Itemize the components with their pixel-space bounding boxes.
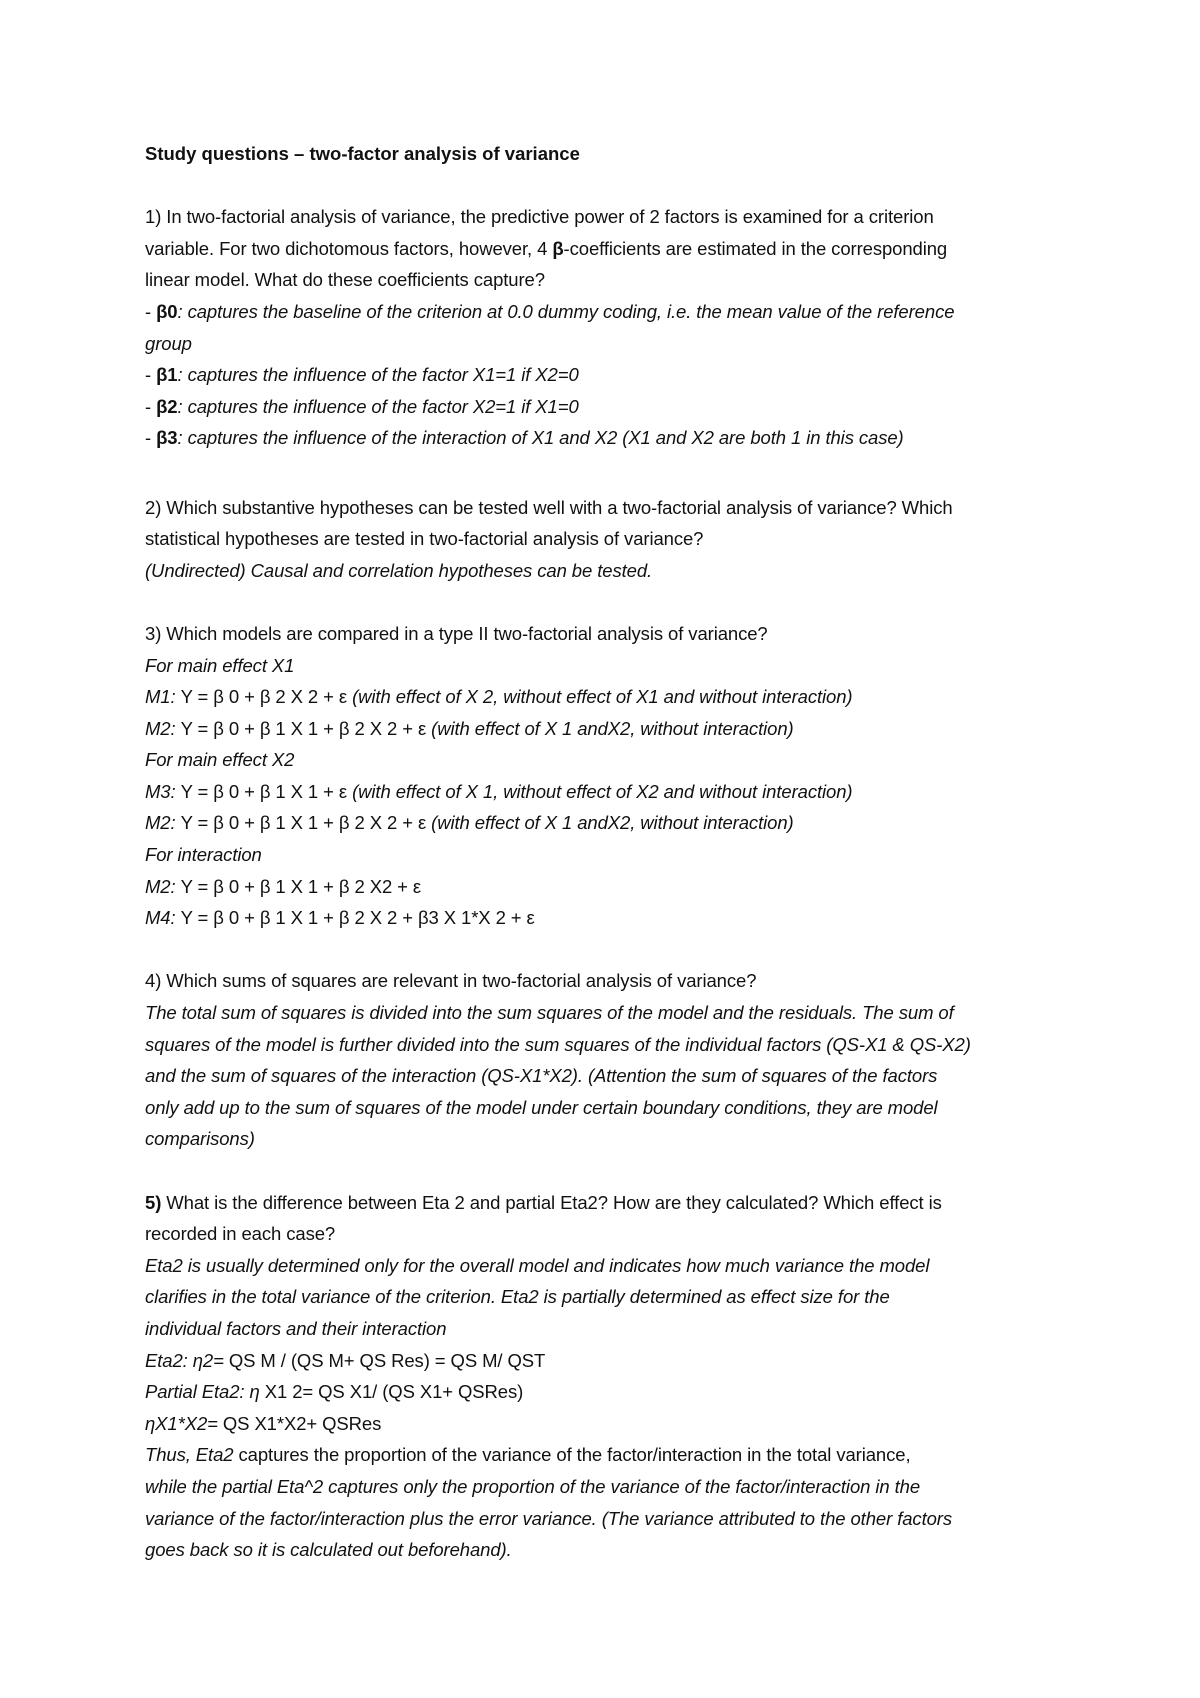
model-label: For main effect X2 [145, 749, 295, 771]
q1-answer-line [145, 391, 1075, 423]
model-label: For main effect X1 [145, 654, 295, 676]
formula-text: QS M / (QS M+ QS Res) = QS M/ QST [228, 1349, 546, 1371]
q1-question-line-2 [145, 233, 1075, 265]
q1-text: variable. For two dichotomous factors, however, 4 [145, 237, 553, 259]
model-label: M3: [145, 780, 181, 802]
q5-conclusion-line: while the partial Eta^2 captures only the proportion of the variance of the factor/interaction in the [145, 1475, 921, 1497]
q3-question-line-1 [145, 618, 1075, 650]
q5-answer-line: individual factors and their interaction [145, 1317, 447, 1339]
q5-conclusion-line: goes back so it is calculated out beforehand). [145, 1539, 512, 1561]
q1-question-line-1 [145, 201, 1075, 233]
beta-label: β0 [156, 300, 178, 322]
model-formula: Y = β 0 + β 1 X 1 + β 2 X 2 + ε [180, 812, 432, 834]
bullet-dash: - [145, 364, 157, 386]
q3-model-line [145, 650, 1075, 682]
model-formula: Y = β 0 + β 1 X 1 + β 2 X 2 + β3 X 1*X 2 + ε [180, 907, 535, 929]
q4-number: 4) [145, 970, 162, 992]
formula-label: ηX1*X2= [145, 1412, 223, 1434]
q3-model-line [145, 713, 1075, 745]
q5-number: 5) [145, 1191, 162, 1213]
q3-model-line [145, 839, 1075, 871]
spacer [145, 586, 1075, 618]
bullet-dash: - [145, 427, 157, 449]
q3-model-line [145, 744, 1075, 776]
beta-label: β3 [156, 427, 178, 449]
q3-model-line [145, 902, 1075, 934]
model-label: M2: [145, 812, 181, 834]
model-note: (with effect of X 1, without effect of X2 and without interaction) [352, 780, 853, 802]
model-label: M2: [145, 875, 181, 897]
model-note: (with effect of X 1 andX2, without interaction) [431, 812, 794, 834]
conclusion-text: captures the proportion of the variance of the factor/interaction in the total variance, [238, 1444, 911, 1466]
q5-answer-line: Eta2 is usually determined only for the overall model and indicates how much variance the model [145, 1254, 930, 1276]
spacer [145, 454, 1075, 486]
q4-answer-line: squares of the model is further divided into the sum squares of the individual factors (QS-X1 & QS-X2) [145, 1033, 971, 1055]
model-label: M4: [145, 907, 181, 929]
model-note: (with effect of X 2, without effect of X1 and without interaction) [352, 686, 853, 708]
spacer [145, 170, 1075, 202]
q5-formula-eta2 [145, 1345, 1075, 1377]
q1-answer-line [145, 359, 1075, 391]
q2-question-line-1 [145, 492, 1075, 524]
q4-answer-line: only add up to the sum of squares of the model under certain boundary conditions, they are model [145, 1096, 938, 1118]
q4-answer-line: The total sum of squares is divided into the sum squares of the model and the residuals. The sum of [145, 1002, 954, 1024]
q1-question-line-3: linear model. What do these coefficients capture? [145, 269, 545, 291]
q1-answer-line [145, 422, 1075, 454]
q3-model-line [145, 807, 1075, 839]
q1-number: 1) [145, 206, 162, 228]
spacer [145, 934, 1075, 966]
q1-text: -coefficients are estimated in the corresponding [563, 237, 948, 259]
q5-question-line-1 [145, 1187, 1075, 1219]
q4-answer-line: and the sum of squares of the interaction (QS-X1*X2). (Attention the sum of squares of the factors [145, 1065, 938, 1087]
answer-text: : captures the influence of the factor X2=1 if X1=0 [177, 395, 579, 417]
formula-text: QS X1*X2+ QSRes [222, 1412, 382, 1434]
model-note: (with effect of X 1 andX2, without interaction) [431, 717, 794, 739]
q4-text: Which sums of squares are relevant in two-factorial analysis of variance? [161, 970, 757, 992]
answer-text: : captures the baseline of the criterion at 0.0 dummy coding, i.e. the mean value of the reference [177, 300, 955, 322]
model-formula: Y = β 0 + β 1 X 1 + ε [180, 780, 353, 802]
q5-text: What is the difference between Eta 2 and partial Eta2? How are they calculated? Which effect is [161, 1191, 942, 1213]
q2-text: Which substantive hypotheses can be tested well with a two-factorial analysis of variance? Which [161, 496, 953, 518]
model-label: For interaction [145, 844, 262, 866]
q3-text: Which models are compared in a type II two-factorial analysis of variance? [161, 622, 768, 644]
model-label: M2: [145, 717, 181, 739]
q5-conclusion-line [145, 1439, 1075, 1471]
model-label: M1: [145, 686, 181, 708]
formula-label: Partial Eta2: η [145, 1381, 265, 1403]
spacer [145, 1155, 1075, 1187]
formula-label: Eta2: η2= [145, 1349, 229, 1371]
q3-number: 3) [145, 622, 162, 644]
q5-question-line-2: recorded in each case? [145, 1223, 336, 1245]
model-formula: Y = β 0 + β 1 X 1 + β 2 X2 + ε [180, 875, 422, 897]
q5-conclusion-line: variance of the factor/interaction plus the error variance. (The variance attributed to the other factors [145, 1507, 953, 1529]
formula-text: X1 2= QS X1/ (QS X1+ QSRes) [264, 1381, 524, 1403]
answer-text: : captures the influence of the factor X1=1 if X2=0 [177, 364, 579, 386]
document-title: Study questions – two-factor analysis of variance [145, 143, 580, 164]
conclusion-text: Thus, Eta2 [145, 1444, 239, 1466]
q5-formula-interaction [145, 1408, 1075, 1440]
q1-text: In two-factorial analysis of variance, the predictive power of 2 factors is examined for a criterion [161, 206, 934, 228]
beta-label: β2 [156, 395, 178, 417]
q1-answer-line: group [145, 332, 192, 354]
q5-answer-line: clarifies in the total variance of the criterion. Eta2 is partially determined as effect size for the [145, 1286, 890, 1308]
q3-model-line [145, 776, 1075, 808]
model-formula: Y = β 0 + β 2 X 2 + ε [180, 686, 353, 708]
q3-model-line [145, 681, 1075, 713]
q2-answer-line: (Undirected) Causal and correlation hypotheses can be tested. [145, 559, 653, 581]
beta-symbol: β [552, 237, 564, 259]
q2-number: 2) [145, 496, 162, 518]
document-page [145, 138, 1075, 1566]
bullet-dash: - [145, 300, 157, 322]
q4-answer-line: comparisons) [145, 1128, 255, 1150]
beta-label: β1 [156, 364, 178, 386]
q4-question-line-1 [145, 965, 1075, 997]
q1-answer-line [145, 296, 1075, 328]
model-formula: Y = β 0 + β 1 X 1 + β 2 X 2 + ε [180, 717, 432, 739]
bullet-dash: - [145, 395, 157, 417]
q5-formula-partial-eta2 [145, 1376, 1075, 1408]
q3-model-line [145, 871, 1075, 903]
answer-text: : captures the influence of the interaction of X1 and X2 (X1 and X2 are both 1 in this case) [177, 427, 904, 449]
q2-question-line-2: statistical hypotheses are tested in two-factorial analysis of variance? [145, 528, 704, 550]
